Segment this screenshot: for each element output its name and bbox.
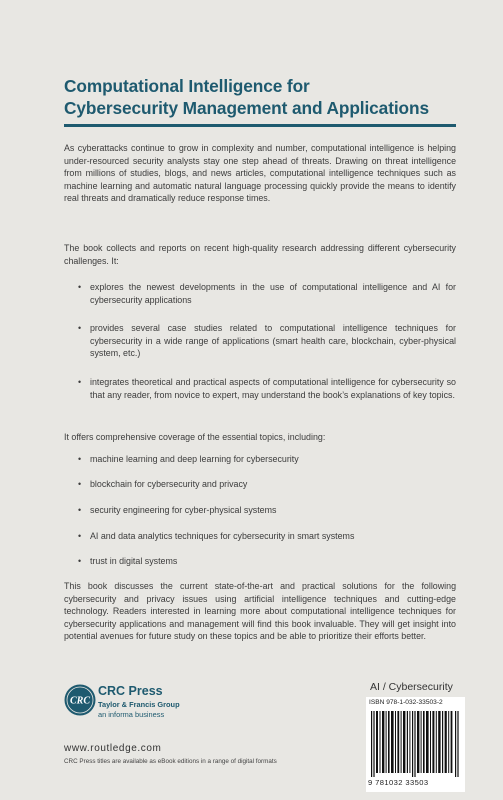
features-list [78,281,456,306]
list-item-text: integrates theoretical and practical aspects of computational intelligence for cybersecurity so that any reader, from novice to expert, may understand the book’s explanations of key topics. [90,377,456,400]
list-item-text: provides several case studies related to computational intelligence techniques for cybersecurity in a wide range of applications (smart health care, blockchain, cyber-physical system, etc.) [90,323,456,358]
publisher-group: Taylor & Francis Group [98,700,180,709]
closing-paragraph: This book discusses the current state-of-the-art and practical solutions for the following cybersecurity and privacy issues using artificial intelligence techniques and cutting-edge technology. Readers interested in learning more about computational intelligence techniques for cybersecurity applications and management will find this book invaluable. They will get insight into potential avenues for future study on these topics and be able to prioritize their efforts better. [64,581,456,641]
crc-logo [64,684,96,716]
title-line-2: Cybersecurity Management and Applications [64,97,429,118]
bullet-icon: • [78,531,82,541]
list-item-text: AI and data analytics techniques for cybersecurity in smart systems [90,531,355,541]
barcode-icon [371,711,460,777]
list-item-text: machine learning and deep learning for cybersecurity [90,454,299,464]
features-list-2 [78,322,456,360]
publisher-website: www.routledge.com [64,743,162,754]
isbn-digits: 9 781032 33503 [368,778,429,787]
list-item-text: security engineering for cyber-physical systems [90,505,277,515]
list-item [78,478,456,491]
list-item-text: explores the newest developments in the use of computational intelligence and AI for cybersecurity applications [90,282,456,305]
bullet-icon: • [78,556,82,566]
isbn-label: ISBN 978-1-032-33503-2 [369,699,443,706]
bullet-icon: • [78,479,82,489]
crc-logo-text: CRC [69,695,91,707]
collects-paragraph: The book collects and reports on recent high-quality research addressing different cybersecurity challenges. It: [64,243,456,266]
list-item [78,453,456,466]
bullet-icon: • [78,377,82,387]
coverage-intro: It offers comprehensive coverage of the essential topics, including: [64,432,326,442]
list-item-text: trust in digital systems [90,556,178,566]
list-item-text: blockchain for cybersecurity and privacy [90,479,248,489]
publisher-business: an informa business [98,710,165,719]
bullet-icon: • [78,454,82,464]
list-item [78,281,456,306]
title-rule [64,124,456,127]
list-item [78,530,456,543]
intro-paragraph: As cyberattacks continue to grow in complexity and number, computational intelligence is helping under-resourced security analysts stay one step ahead of threats. Drawing on threat intelligence from millions of studies, blogs, and news articles, computational intelligence techniques such as machine learning and automatic natural language processing quickly provide the means to identify real threats and dramatically reduce response times. [64,143,456,203]
features-list-3 [78,376,456,401]
title-line-1: Computational Intelligence for [64,76,310,96]
list-item [78,504,456,517]
barcode-box [366,697,465,792]
ebook-note: CRC Press titles are available as eBook editions in a range of digital formats [64,758,277,765]
bullet-icon: • [78,505,82,515]
bullet-icon: • [78,282,82,292]
book-title [64,76,484,119]
list-item [78,322,456,360]
bullet-icon: • [78,323,82,333]
category-label: AI / Cybersecurity [370,681,453,693]
publisher-name: CRC Press [98,684,163,698]
list-item [78,555,456,568]
list-item [78,376,456,401]
